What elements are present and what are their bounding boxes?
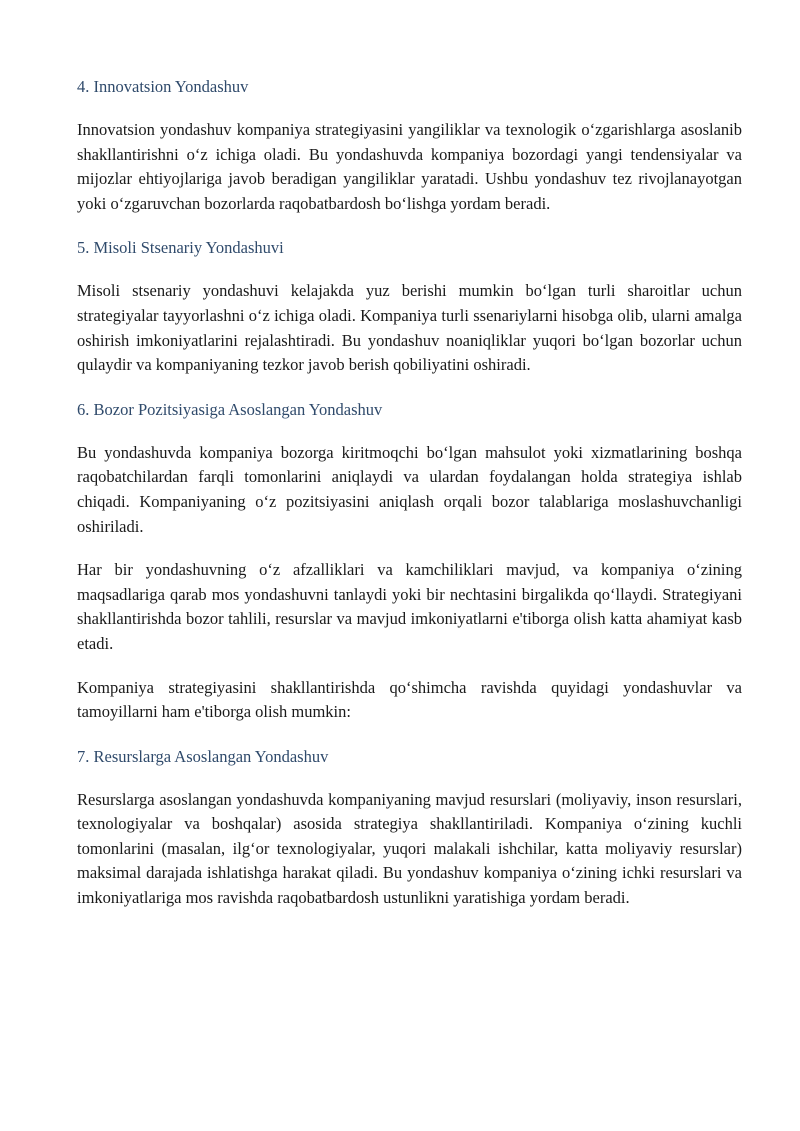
section-heading-innovatsion: 4. Innovatsion Yondashuv	[77, 77, 249, 96]
section-heading-resurslar: 7. Resurslarga Asoslangan Yondashuv	[77, 746, 329, 766]
paragraph: Misoli stsenariy yondashuvi kelajakda yuz berishi mumkin bo‘lgan turli sharoitlar uchun strategiyalar tayyorlashni o‘z ichiga oladi. Kompaniya turli ssenariylarni hisobga olib, ularni amalga oshirish imkoniyatlarini rejalashtiradi. Bu yondashuv noaniqliklar yuqori bo‘lgan bozorlar uchun qulaydir va kompaniyaning tezkor javob berish qobiliyatini oshiradi.	[77, 281, 742, 375]
section-heading-misoli-stsenariy: 5. Misoli Stsenariy Yondashuvi	[77, 238, 284, 258]
section-heading-bozor-pozitsiyasi: 6. Bozor Pozitsiyasiga Asoslangan Yondashuv	[77, 399, 383, 419]
paragraph: Bu yondashuvda kompaniya bozorga kiritmoqchi bo‘lgan mahsulot yoki xizmatlarining boshqa raqobatchilardan farqli tomonlarini aniqlaydi va ulardan foydalangan holda strategiya ishlab chiqadi. Kompaniyaning o‘z pozitsiyasini aniqlash orqali bozor talablariga moslashuvchanligi oshiriladi.	[77, 442, 742, 536]
paragraph: Innovatsion yondashuv kompaniya strategiyasini yangiliklar va texnologik o‘zgarishlarga asoslanib shakllantirishni o‘z ichiga oladi. Bu yondashuvda kompaniya bozordagi yangi tendensiyalar va mijozlar ehtiyojlariga javob beradigan yangiliklar yaratadi. Ushbu yondashuv tez rivojlanayotgan yoki o‘zgaruvchan bozorlarda raqobatbardosh bo‘lishga yordam beradi.	[77, 120, 742, 213]
paragraph: Kompaniya strategiyasini shakllantirishda qo‘shimcha ravishda quyidagi yondashuvlar va tamoyillarni ham e'tiborga olish mumkin:	[77, 677, 742, 722]
paragraph: Har bir yondashuvning o‘z afzalliklari va kamchiliklari mavjud, va kompaniya o‘zining maqsadlariga qarab mos yondashuvni tanlaydi yoki bir nechtasini birgalikda qo‘llaydi. Strategiyani shakllantirishda bozor tahlili, resurslar va mavjud imkoniyatlarni e'tiborga olish katta ahamiyat kasb etadi.	[77, 560, 742, 653]
paragraph: Resurslarga asoslangan yondashuvda kompaniyaning mavjud resurslari (moliyaviy, inson resurslari, texnologiyalar va boshqalar) asosida strategiya shakllantiriladi. Kompaniya o‘zining kuchli tomonlarini (masalan, ilg‘or texnologiyalar, yuqori malakali ishchilar, katta moliyaviy resurslar) maksimal darajada ishlatishga harakat qiladi. Bu yondashuv kompaniya o‘zining ichki resurslari va imkoniyatlariga mos ravishda raqobatbardosh ustunlikni yaratishiga yordam beradi.	[77, 789, 742, 908]
document-page	[77, 74, 742, 930]
